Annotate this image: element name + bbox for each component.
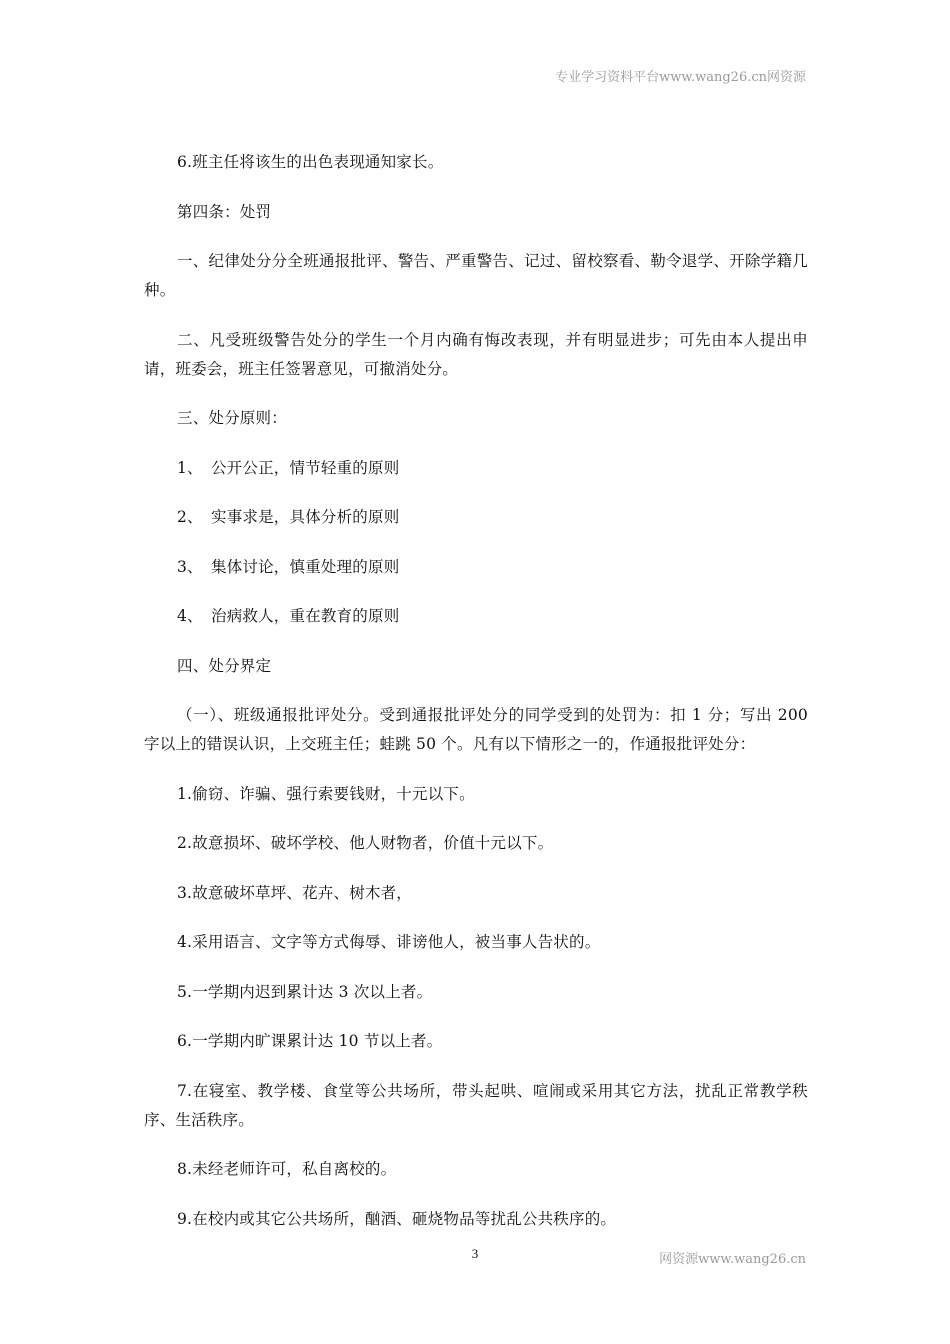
document-body xyxy=(144,148,808,1254)
principle-item xyxy=(144,454,808,483)
paragraph: 二、凡受班级警告处分的学生一个月内确有悔改表现，并有明显进步；可先由本人提出申请，班委会，班主任签署意见，可撤消处分。 xyxy=(144,330,808,378)
paragraph: 一、纪律处分分全班通报批评、警告、严重警告、记过、留校察看、勒令退学、开除学籍几种。 xyxy=(144,252,808,299)
principle-number: 2、 xyxy=(177,508,203,526)
section-heading: 四、处分界定 xyxy=(177,656,272,675)
list-item: 6.一学期内旷课累计达 10 节以上者。 xyxy=(177,1032,443,1050)
principle-item xyxy=(144,602,808,631)
principle-text: 实事求是，具体分析的原则 xyxy=(211,508,400,526)
list-item: 4.采用语言、文字等方式侮辱、诽谤他人，被当事人告状的。 xyxy=(177,933,601,951)
principle-text: 公开公正，情节轻重的原则 xyxy=(211,458,400,477)
list-item: 9.在校内或其它公共场所，酗酒、砸烧物品等扰乱公共秩序的。 xyxy=(177,1209,617,1228)
principle-number: 1、 xyxy=(177,458,203,477)
paragraph: 6.班主任将该生的出色表现通知家长。 xyxy=(177,153,444,171)
list-item: 3.故意破坏草坪、花卉、树木者， xyxy=(177,883,412,902)
list-item: 7.在寝室、教学楼、食堂等公共场所，带头起哄、喧闹或采用其它方法，扰乱正常教学秩序、生活秩序。 xyxy=(144,1081,808,1129)
principle-item xyxy=(144,503,808,532)
list-item: 1.偷窃、诈骗、强行索要钱财，十元以下。 xyxy=(177,784,475,803)
list-item: 8.未经老师许可，私自离校的。 xyxy=(177,1160,397,1178)
header-watermark: 专业学习资料平台www.wang26.cn网资源 xyxy=(555,70,806,85)
principle-number: 3、 xyxy=(177,557,203,576)
section-heading: 第四条：处罚 xyxy=(177,202,272,221)
principle-item xyxy=(144,553,808,582)
principle-text: 集体讨论，慎重处理的原则 xyxy=(211,557,400,576)
page-number: 3 xyxy=(471,1246,479,1261)
list-item: 2.故意损坏、破坏学校、他人财物者，价值十元以下。 xyxy=(177,834,554,852)
list-item: 5.一学期内迟到累计达 3 次以上者。 xyxy=(177,982,433,1001)
principle-text: 治病救人，重在教育的原则 xyxy=(211,607,400,625)
paragraph: 三、处分原则： xyxy=(177,409,287,427)
footer-watermark: 网资源www.wang26.cn xyxy=(659,1252,806,1267)
paragraph: （一）、班级通报批评处分。受到通报批评处分的同学受到的处罚为：扣 1 分；写出 200 字以上的错误认识，上交班主任；蛙跳 50 个。凡有以下情形之一的，作通报批评处分： xyxy=(144,706,808,753)
principle-number: 4、 xyxy=(177,607,203,625)
